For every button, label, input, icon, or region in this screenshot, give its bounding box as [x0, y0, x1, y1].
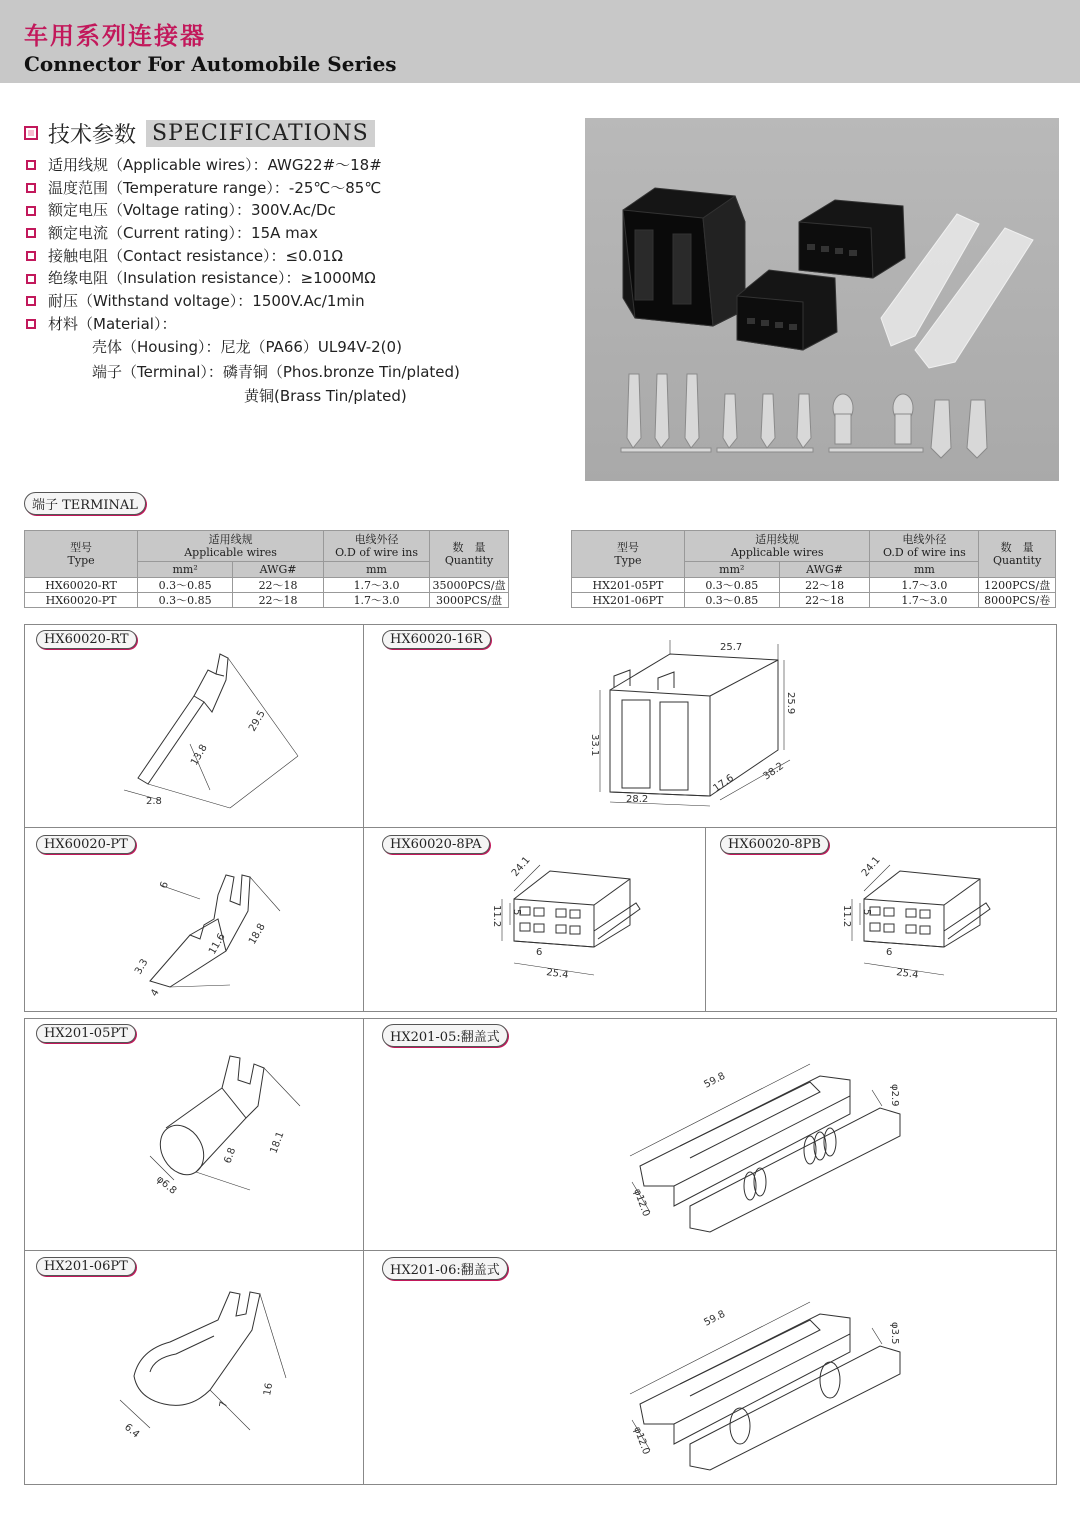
- dim-label: 6: [536, 947, 543, 958]
- bullet-icon: [26, 251, 36, 261]
- drawing-label: HX60020-8PA: [382, 835, 490, 854]
- dim-label: 38.2: [761, 760, 786, 783]
- dim-label: φ12.0: [631, 1187, 652, 1219]
- table-row: HX60020-PT 0.3～0.85 22～18 1.7～3.0 3000PCS/盘: [25, 593, 509, 608]
- drawing-label: HX60020-PT: [36, 835, 136, 854]
- dim-label: 7: [218, 1400, 231, 1409]
- dim-label: 25.9: [785, 692, 796, 715]
- bullet-icon: [24, 126, 38, 140]
- dim-label: 11.2: [841, 905, 852, 928]
- dim-label: 18.1: [268, 1130, 287, 1156]
- spec-heading-cn: 技术参数: [48, 122, 137, 148]
- bullet-icon: [26, 319, 36, 329]
- spec-item: 材料（Material）：: [26, 313, 382, 336]
- bullet-icon: [26, 274, 36, 284]
- dim-label: 33.1: [589, 734, 600, 757]
- table-row: HX201-06PT 0.3～0.85 22～18 1.7～3.0 8000PCS/卷: [572, 593, 1056, 608]
- spec-item: 耐压（Withstand voltage）：1500V.Ac/1min: [26, 290, 382, 313]
- spec-item: 适用线规（Applicable wires）：AWG22#～18#: [26, 154, 382, 177]
- header-mm: mm: [324, 562, 430, 578]
- title-cn: 车用系列连接器: [24, 22, 206, 50]
- header-type: 型号 Type: [572, 531, 685, 578]
- drawing-label: HX201-05PT: [36, 1024, 136, 1043]
- header-awg: AWG#: [779, 562, 870, 578]
- drawing-pt: [130, 855, 330, 1005]
- bullet-icon: [26, 160, 36, 170]
- dim-label: 18.8: [247, 921, 268, 947]
- dim-label: 6: [158, 880, 171, 891]
- dim-label: φ2.9: [889, 1084, 900, 1107]
- header-qty: 数 量 Quantity: [979, 531, 1056, 578]
- dim-label: 6: [886, 947, 893, 958]
- header-mm2: mm²: [138, 562, 233, 578]
- spec-list: [26, 154, 382, 336]
- dim-label: 11.2: [491, 905, 502, 928]
- drawing-rt: [100, 640, 340, 820]
- dim-label: 6.4: [122, 1421, 142, 1441]
- drawing-label: HX201-05:翻盖式: [382, 1024, 508, 1047]
- header-od: 电线外径 O.D of wire ins: [324, 531, 430, 562]
- drawing-label: HX201-06PT: [36, 1257, 136, 1276]
- header-mm2: mm²: [684, 562, 779, 578]
- spec-item: 额定电流（Current rating）：15A max: [26, 222, 382, 245]
- drawing-201-06-housing: [610, 1270, 930, 1475]
- dim-label: 17.6: [711, 772, 736, 795]
- header-qty: 数 量 Quantity: [430, 531, 509, 578]
- dim-label: 29.5: [247, 708, 268, 734]
- header-od: 电线外径 O.D of wire ins: [870, 531, 979, 562]
- dim-label: φ3.5: [889, 1322, 900, 1345]
- dim-label: 59.8: [702, 1308, 728, 1329]
- bullet-icon: [26, 296, 36, 306]
- dim-label: 6.8: [222, 1146, 239, 1166]
- bullet-icon: [26, 183, 36, 193]
- spec-terminal-brass: 黄铜(Brass Tin/plated): [244, 387, 407, 405]
- header-wires: 适用线规 Applicable wires: [684, 531, 870, 562]
- dim-label: 24.1: [859, 854, 883, 879]
- title-en: Connector For Automobile Series: [24, 52, 397, 76]
- dim-label: 59.8: [702, 1070, 728, 1091]
- dim-label: 28.2: [626, 794, 649, 805]
- header-awg: AWG#: [233, 562, 324, 578]
- spec-item: 接触电阻（Contact resistance）：≤0.01Ω: [26, 245, 382, 268]
- header-type: 型号 Type: [25, 531, 138, 578]
- dim-label: 5: [511, 909, 522, 916]
- dim-label: 5: [861, 909, 872, 916]
- bullet-icon: [26, 228, 36, 238]
- dim-label: φ6.8: [154, 1173, 179, 1197]
- dim-label: 4: [149, 987, 162, 999]
- dim-label: 13.8: [189, 742, 210, 768]
- spec-item: 额定电压（Voltage rating）：300V.Ac/Dc: [26, 199, 382, 222]
- terminal-section-label: 端子 TERMINAL: [24, 492, 146, 515]
- bullet-icon: [26, 206, 36, 216]
- drawing-label: HX60020-8PB: [720, 835, 829, 854]
- spec-heading-en: SPECIFICATIONS: [146, 120, 375, 147]
- spec-item: 温度范围（Temperature range）：-25℃～85℃: [26, 177, 382, 200]
- table-row: HX201-05PT 0.3～0.85 22～18 1.7～3.0 1200PCS/盘: [572, 578, 1056, 593]
- drawing-label: HX60020-RT: [36, 630, 137, 649]
- table-row: HX60020-RT 0.3～0.85 22～18 1.7～3.0 35000PCS/盘: [25, 578, 509, 593]
- product-photo: [585, 118, 1059, 481]
- page-header: [0, 0, 1080, 83]
- spec-heading: [24, 118, 375, 148]
- dim-label: 11.6: [207, 931, 228, 957]
- terminal-table-right: [571, 530, 1056, 608]
- header-wires: 适用线规 Applicable wires: [138, 531, 324, 562]
- spec-housing: 壳体（Housing）：尼龙（PA66）UL94V-2(0): [92, 338, 402, 356]
- dim-label: 25.7: [720, 642, 743, 653]
- dim-label: 2.8: [146, 796, 162, 807]
- drawing-8pb: [820, 845, 1020, 1005]
- header-mm: mm: [870, 562, 979, 578]
- dim-label: 25.4: [545, 967, 570, 982]
- drawing-201-06pt: [110, 1280, 310, 1450]
- dim-label: 3.3: [133, 957, 151, 977]
- dim-label: 16: [262, 1382, 276, 1397]
- spec-item: 绝缘电阻（Insulation resistance）：≥1000MΩ: [26, 267, 382, 290]
- drawing-16r: [570, 630, 820, 820]
- drawing-label: HX201-06:翻盖式: [382, 1257, 508, 1280]
- terminal-table-left: [24, 530, 509, 608]
- dim-label: φ12.0: [631, 1425, 652, 1457]
- spec-terminal: 端子（Terminal）：磷青铜（Phos.bronze Tin/plated): [92, 363, 460, 381]
- drawing-label: HX60020-16R: [382, 630, 491, 649]
- drawing-8pa: [470, 845, 670, 1005]
- dim-label: 25.4: [895, 967, 920, 982]
- drawing-201-05pt: [130, 1040, 330, 1200]
- dim-label: 24.1: [509, 854, 533, 879]
- drawing-201-05-housing: [610, 1036, 930, 1236]
